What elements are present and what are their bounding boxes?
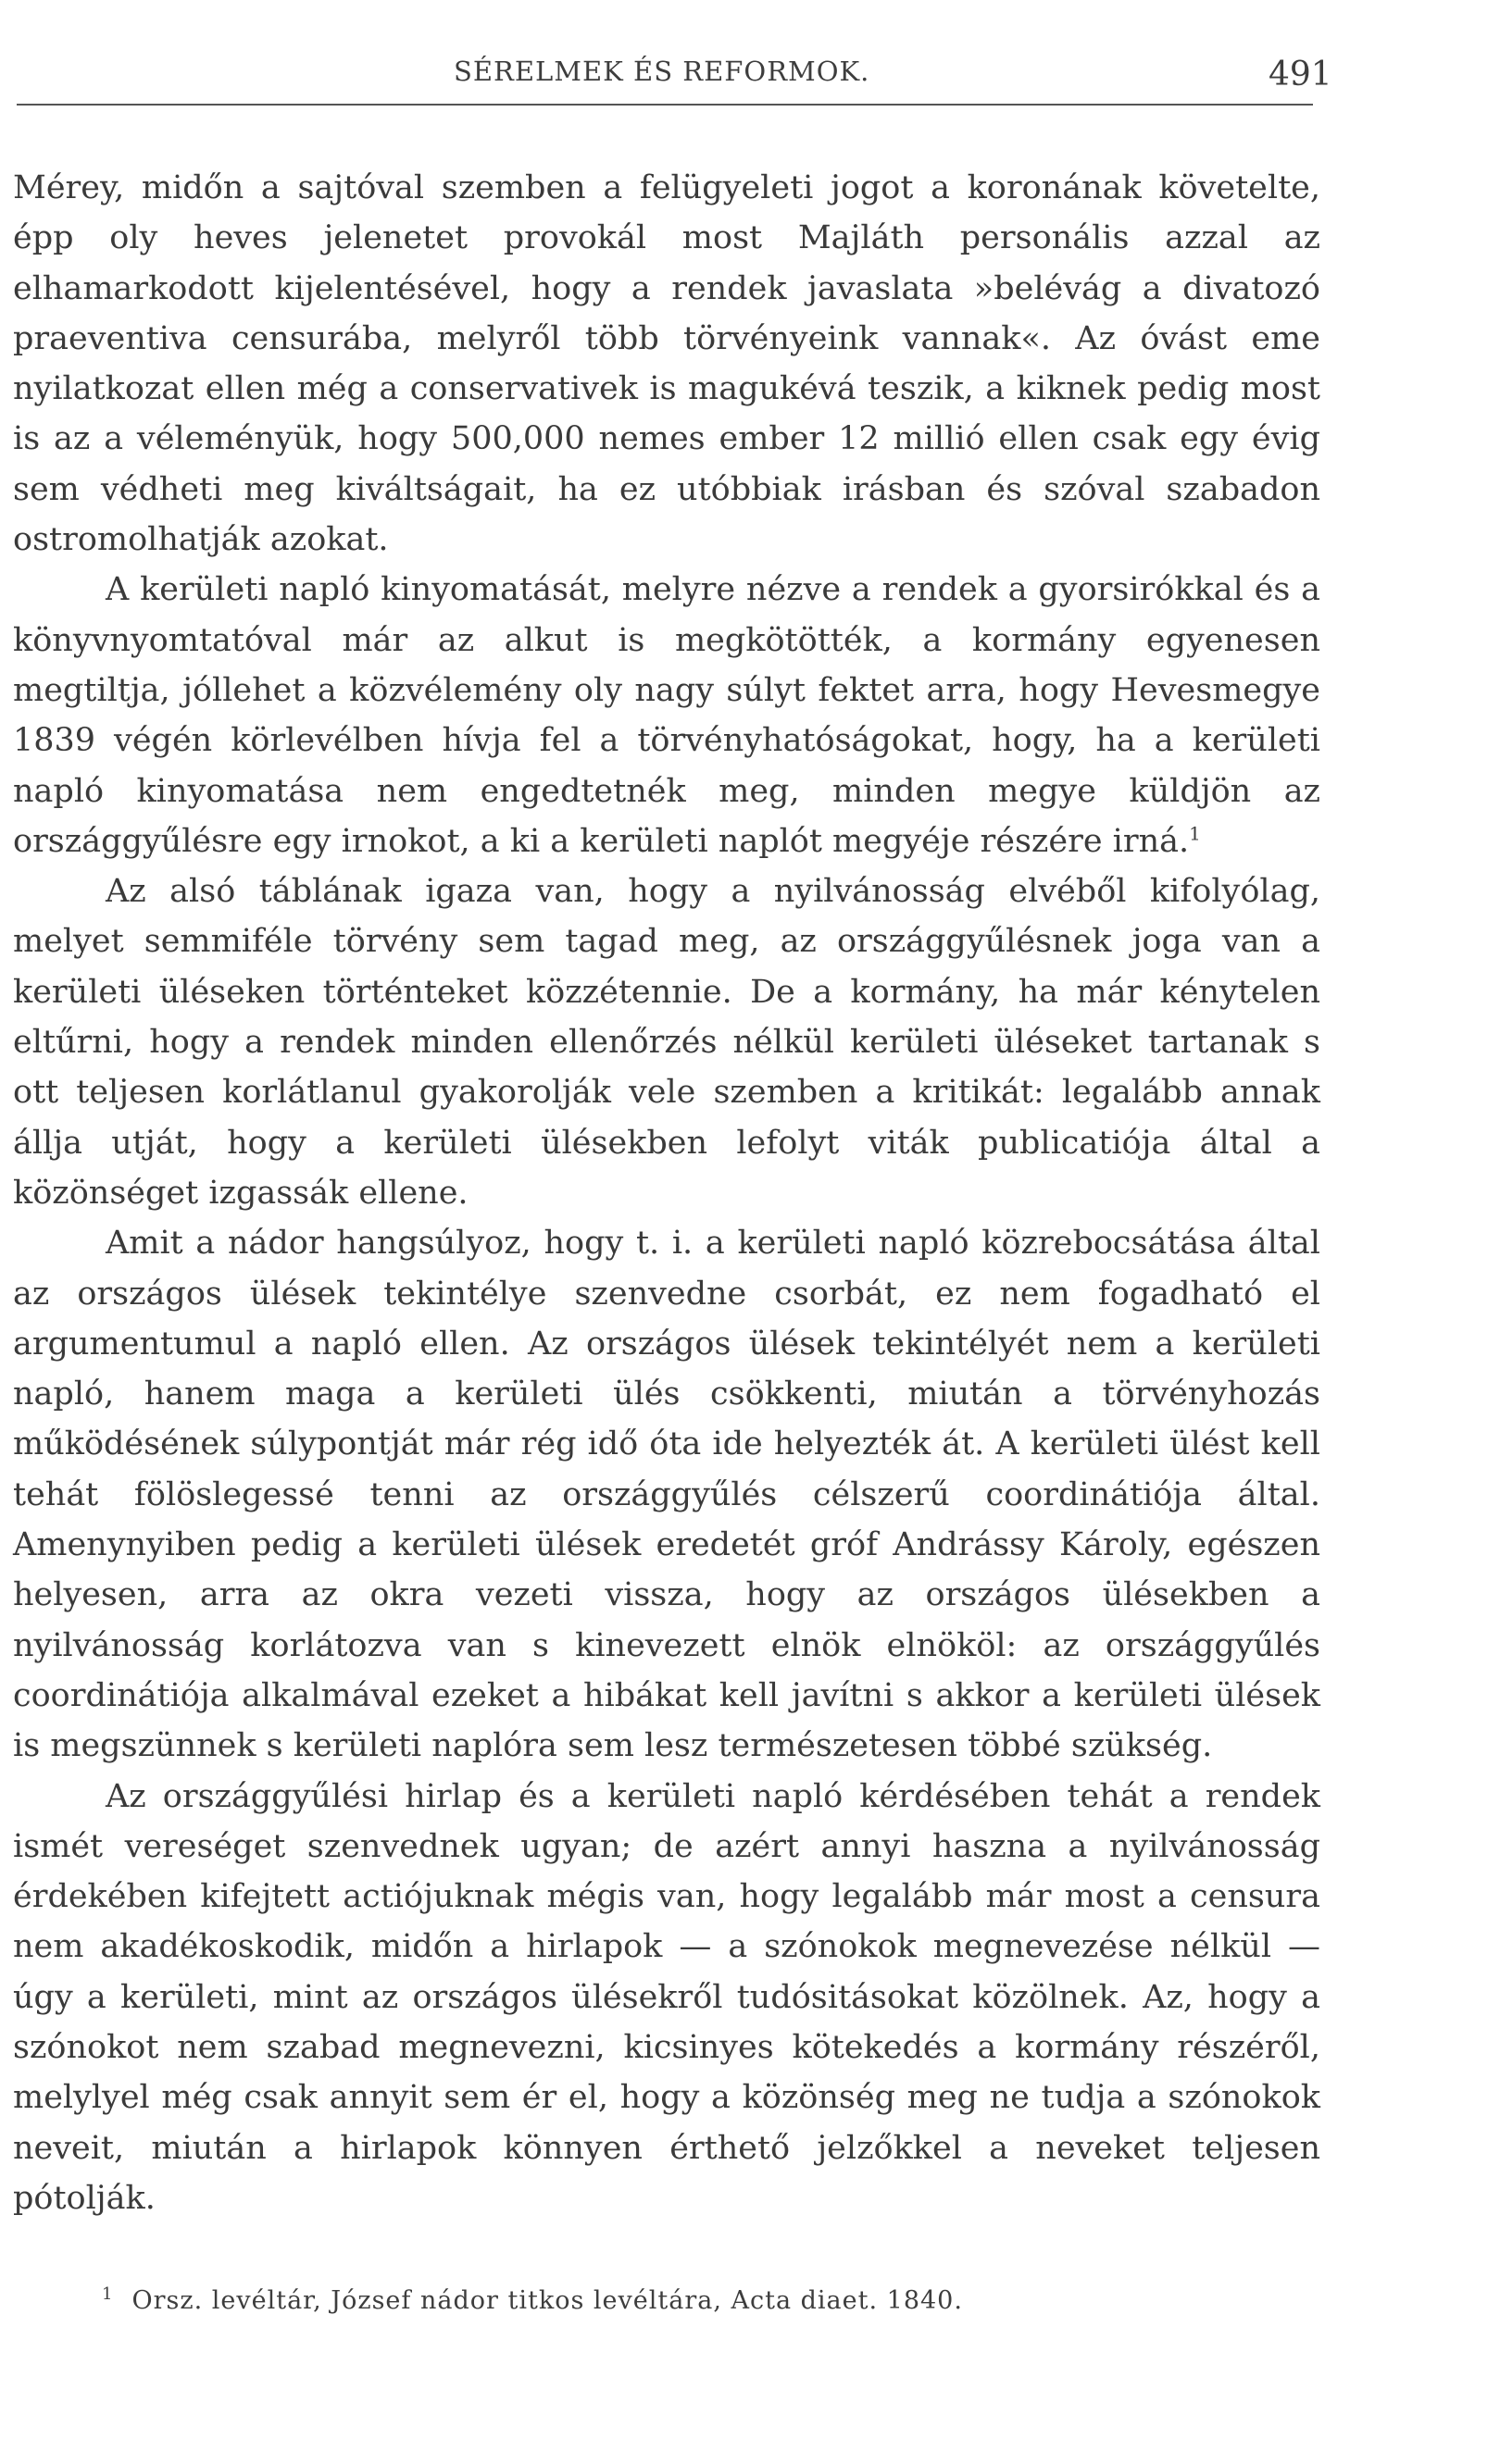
paragraph-2 xyxy=(13,565,1320,866)
paragraph-1-text: Mérey, midőn a sajtóval szemben a felügyeleti jogot a koronának követelte, épp oly heves jelenetet provokál most Majláth personális azzal az elhamarkodott kijelentésével, hogy a rendek javaslata »belévág a divatozó praeventiva censurába, melyről több törvényeink vannak«. Az óvást eme nyilatkozat ellen még a conservativek is magukévá teszik, a kiknek pedig most is az a véleményük, hogy 500,000 nemes ember 12 millió ellen csak egy évig sem védheti meg kiváltságait, ha ez utóbbiak irásban és szóval szabadon ostromolhatják azokat. xyxy=(13,169,1320,559)
paragraph-1 xyxy=(13,163,1320,565)
paragraph-4-text: Amit a nádor hangsúlyoz, hogy t. i. a kerületi napló közrebocsátása által az országos ülések tekintélye szenvedne csorbát, ez nem fogadható el argumentumul a napló ellen. Az országos ülések tekintélyét nem a kerületi napló, hanem maga a kerületi ülés csökkenti, miután a törvényhozás működésének súlypontját már rég idő óta ide helyezték át. A kerületi ülést kell tehát fölöslegessé tenni az országgyűlés célszerű coordinátiója által. Amenynyiben pedig a kerületi ülések eredetét gróf Andrássy Károly, egészen helyesen, arra az okra vezeti vissza, hogy az országos ülésekben a nyilvánosság korlátozva van s kinevezett elnök elnököl: az országgyűlés coordinátiója alkalmával ezeket a hibákat kell javítni s akkor a kerületi ülések is megszünnek s kerületi naplóra sem lesz természetesen többé szükség. xyxy=(13,1225,1320,1765)
paragraph-3-text: Az alsó táblának igaza van, hogy a nyilvánosság elvéből kifolyólag, melyet semmiféle törvény sem tagad meg, az országgyűlésnek joga van a kerületi üléseken történteket közzétennie. De a kormány, ha már kénytelen eltűrni, hogy a rendek minden ellenőrzés nélkül kerületi üléseket tartanak s ott teljesen korlátlanul gyakorolják vele szemben a kritikát: legalább annak állja utját, hogy a kerületi ülésekben lefolyt viták publicatiója által a közönséget izgassák ellene. xyxy=(13,873,1320,1212)
footnote-mark: 1 xyxy=(102,2284,114,2304)
running-title: SÉRELMEK ÉS REFORMOK. xyxy=(454,56,870,87)
running-head xyxy=(19,56,1332,111)
paragraph-3 xyxy=(13,866,1320,1218)
page-number: 491 xyxy=(1269,56,1332,93)
paragraph-4 xyxy=(13,1218,1320,1771)
footnote xyxy=(102,2286,1213,2315)
header-rule xyxy=(17,104,1313,106)
footnote-text: Orsz. levéltár, József nádor titkos levéltára, Acta diaet. 1840. xyxy=(131,2286,963,2315)
body-text xyxy=(13,163,1320,2223)
paragraph-5 xyxy=(13,1772,1320,2224)
paragraph-5-text: Az országgyűlési hirlap és a kerületi napló kérdésében tehát a rendek ismét vereséget szenvednek ugyan; de azért annyi haszna a nyilvánosság érdekében kifejtett actiójuknak mégis van, hogy legalább már most a censura nem akadékoskodik, midőn a hirlapok — a szónokok megnevezése nélkül — úgy a kerületi, mint az országos ülésekről tudósitásokat közölnek. Az, hogy a szónokot nem szabad megnevezni, kicsinyes kötekedés a kormány részéről, melylyel még csak annyit sem ér el, hogy a közönség meg ne tudja a szónokok neveit, miután a hirlapok könnyen érthető jelzőkkel a neveket teljesen pótolják. xyxy=(13,1777,1320,2217)
footnote-reference: 1 xyxy=(1189,822,1201,845)
paragraph-2-text: A kerületi napló kinyomatását, melyre nézve a rendek a gyorsirókkal és a könyvnyomtatóval már az alkut is megkötötték, a kormány egyenesen megtiltja, jóllehet a közvélemény oly nagy súlyt fektet arra, hogy Hevesmegye 1839 végén körlevélben hívja fel a törvényhatóságokat, hogy, ha a kerületi napló kinyomatása nem engedtetnék meg, minden megye küldjön az országgyűlésre egy irnokot, a ki a kerületi naplót megyéje részére irná. xyxy=(13,571,1320,860)
